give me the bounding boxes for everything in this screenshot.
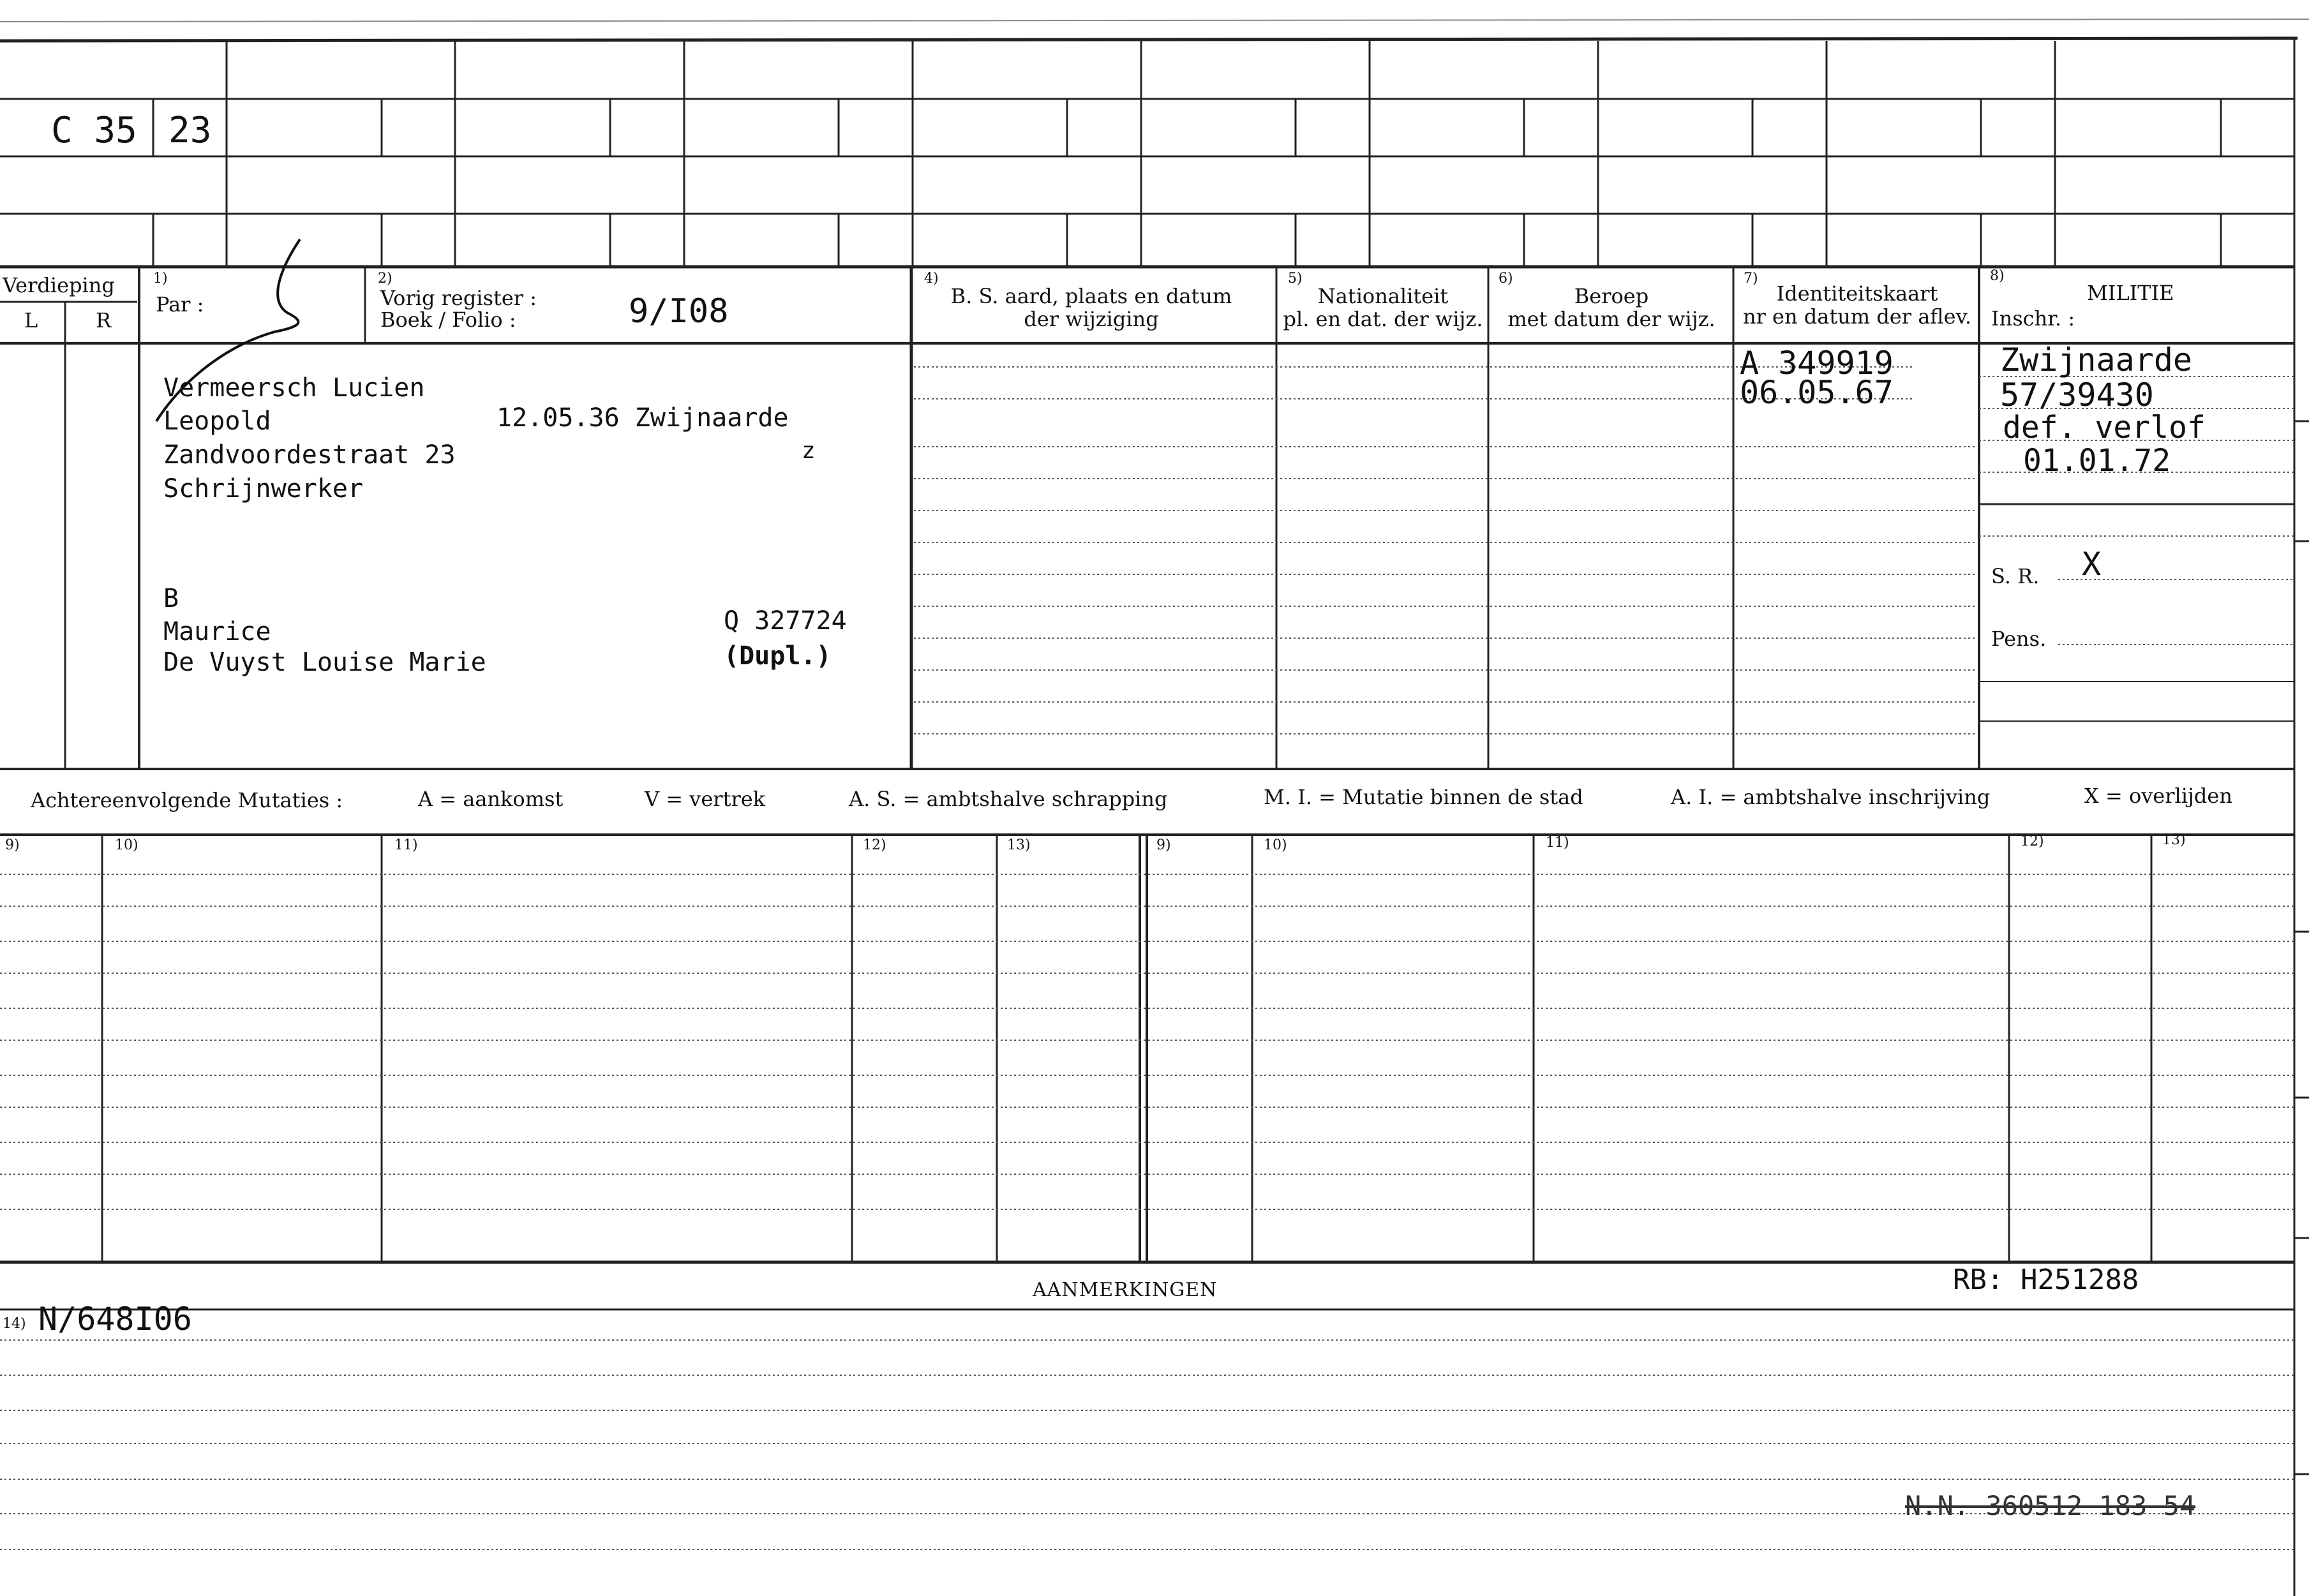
person-name: Vermeersch Lucien: [163, 373, 425, 403]
beroep-header-line2: met datum der wijz.: [1507, 307, 1715, 331]
mut-col-11-left: 11): [394, 837, 418, 853]
militie-status: def. verlof: [2003, 410, 2206, 445]
num-2: 2): [378, 271, 392, 287]
person-address: Zandvoordestraat 23: [163, 440, 456, 470]
id-card-date: 06.05.67: [1740, 374, 1894, 411]
boek-folio-label: Boek / Folio :: [380, 308, 516, 332]
nat-header-line2: pl. en dat. der wijz.: [1283, 307, 1483, 331]
mut-col-9-left: 9): [5, 837, 20, 853]
mut-col-13-right: 13): [2162, 832, 2186, 848]
mut-col-9-right: 9): [1156, 837, 1171, 853]
militie-label: MILITIE: [2087, 281, 2174, 305]
mut-col-10-right: 10): [1264, 837, 1287, 853]
mutations-legend-title: Achtereenvolgende Mutaties :: [31, 788, 343, 812]
mut-col-13-left: 13): [1007, 837, 1031, 853]
mut-col-10-left: 10): [115, 837, 138, 853]
beroep-header-line1: Beroep: [1574, 284, 1649, 308]
nn-number: N.N. 360512 183 54: [1905, 1490, 2196, 1521]
legend-mutatie: M. I. = Mutatie binnen de stad: [1264, 785, 1583, 809]
top-code-left: C 35: [51, 110, 137, 151]
legend-schrapping: A. S. = ambtshalve schrapping: [849, 787, 1168, 811]
rb-number: RB: H251288: [1953, 1264, 2139, 1296]
num-7: 7): [1744, 271, 1758, 287]
nat-header-line1: Nationaliteit: [1317, 284, 1449, 308]
legend-vertrek: V = vertrek: [645, 787, 766, 811]
par-label: Par :: [156, 292, 204, 317]
person-z-mark: z: [802, 438, 816, 464]
vorig-register-label: Vorig register :: [380, 286, 537, 310]
id-header-line2: nr en datum der aflev.: [1742, 304, 1972, 329]
duplicate-mark: (Dupl.): [724, 641, 832, 671]
person-given-name: Leopold: [163, 406, 271, 436]
id-header-line1: Identiteitskaart: [1776, 281, 1938, 306]
n-reference: N/648I06: [38, 1301, 192, 1338]
verdieping-label: Verdieping: [3, 273, 115, 297]
legend-aankomst: A = aankomst: [418, 787, 564, 811]
col-r-label: R: [96, 308, 112, 332]
top-code-right: 23: [168, 110, 212, 151]
remarks-title: AANMERKINGEN: [1033, 1279, 1218, 1301]
person-b-mark: B: [163, 584, 179, 613]
mut-col-11-right: 11): [1546, 835, 1569, 851]
num-4: 4): [924, 271, 939, 287]
legend-inschrijving: A. I. = ambtshalve inschrijving: [1671, 785, 1991, 809]
legend-overlijden: X = overlijden: [2084, 784, 2232, 808]
person-code: Q 327724: [724, 606, 847, 636]
bs-header-line1: B. S. aard, plaats en datum: [950, 284, 1232, 308]
mother-name: De Vuyst Louise Marie: [163, 648, 486, 677]
num-5: 5): [1288, 271, 1303, 287]
id-card-number: A 349919: [1740, 345, 1894, 382]
num-1: 1): [153, 271, 168, 287]
person-birth: 12.05.36 Zwijnaarde: [497, 403, 789, 433]
militie-place: Zwijnaarde: [2000, 341, 2193, 378]
sr-label: S. R.: [1991, 564, 2040, 588]
militie-number: 57/39430: [2000, 377, 2154, 414]
pens-label: Pens.: [1991, 627, 2047, 651]
col-l-label: L: [24, 308, 38, 332]
mut-col-12-right: 12): [2021, 833, 2044, 849]
num-14: 14): [3, 1316, 26, 1332]
person-profession: Schrijnwerker: [163, 474, 364, 503]
father-name: Maurice: [163, 617, 271, 646]
boek-folio-value: 9/I08: [629, 292, 729, 331]
num-6: 6): [1498, 271, 1513, 287]
num-8: 8): [1990, 268, 2005, 284]
mut-col-12-left: 12): [863, 837, 886, 853]
bs-header-line2: der wijziging: [1024, 307, 1159, 331]
inschr-label: Inschr. :: [1991, 306, 2075, 331]
sr-value: X: [2082, 546, 2102, 583]
militie-date: 01.01.72: [2023, 443, 2171, 479]
